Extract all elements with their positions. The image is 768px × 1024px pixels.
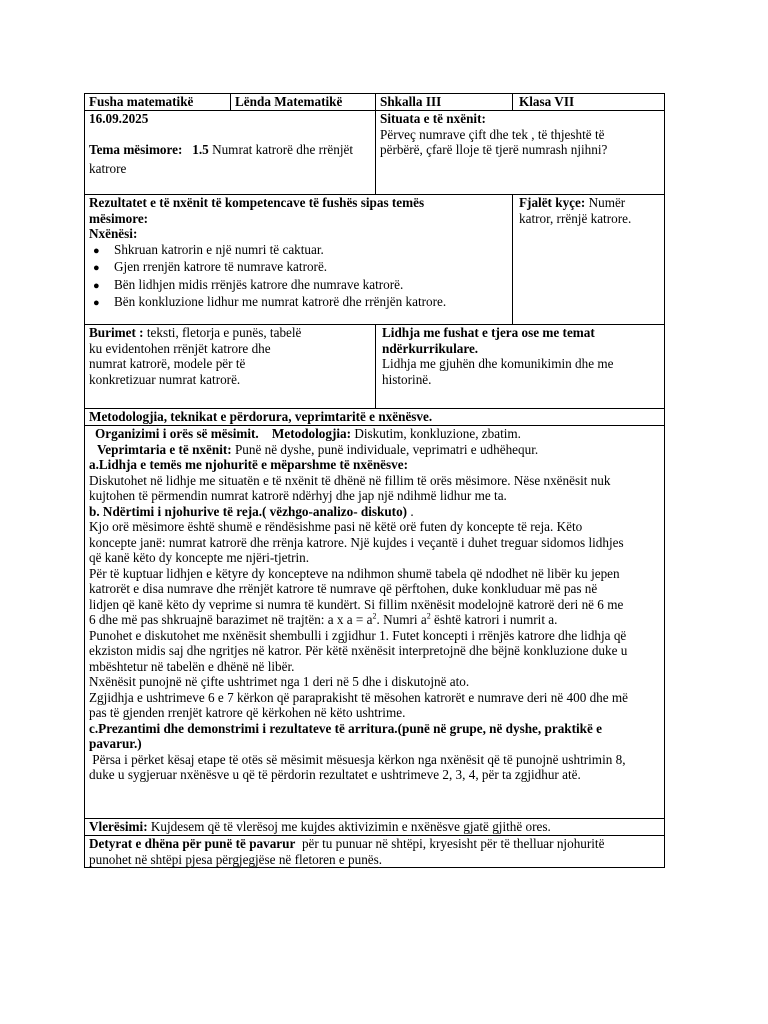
outcomes-heading-2: mësimore: [89,210,149,226]
homework-row [85,836,665,868]
resources-line-3: numrat katrorë, modele për të [89,356,246,371]
topic-label: Tema mësimore: [89,141,183,157]
outcomes-cell [85,195,513,325]
methodology-body-cell [85,426,665,819]
keywords-label: Fjalët kyçe: [519,195,586,210]
keywords-text-1: Numër [588,195,626,210]
paragraph-5: Zgjidhja e ushtrimeve 6 e 7 kërkon që paraprakisht të mësohen katrorët e numrave deri në 400 dhe më pas të gjenden rrenjët katrore që kërkohen në këto ushtrime. [89,689,629,720]
section-a-heading: a.Lidhja e temës me njohuritë e mëparshme të nxënësve: [89,457,408,472]
lesson-plan-document [84,93,664,868]
outcome-item: ● Bën lidhjen midis rrënjës katrore dhe numrave katrorë. [89,277,508,295]
section-c-text: Përsa i përket kësaj etape të otës së mësimit mësuesja kërkon nga nxënësit që të punojnë ushtrimin 8, duke u sygjeruar nxënësve u që të përdorin rezultatet e ushtrimeve 2, 3, 4, për ta zgjidhur atë. [89,751,626,782]
section-b-heading: b. Ndërtimi i njohurive të reja.( vëzhgo-analizo- diskuto) [89,503,408,519]
lesson-date: 16.09.2025 [89,111,149,126]
resources-label: Burimet : [89,325,144,340]
bullet-icon: ● [93,297,100,309]
bullet-icon: ● [93,262,100,274]
outcomes-row [85,195,665,325]
homework-label: Detyrat e dhëna për punë të pavarur [89,836,296,851]
evaluation-text: Kujdesem që të vlerësoj me kujdes aktivizimin e nxënësve gjatë gjithë ores. [150,819,551,834]
fusha-cell: Fusha matematikë [85,94,231,111]
bullet-icon: ● [93,279,100,292]
formula-line: 6 dhe më pas shkruajnë barazimet në trajtën: a x $a = a^2$. Numri $a^2$ është katrori i numrit a. [89,611,558,627]
outcomes-heading-1: Rezultatet e të nxënit të kompetencave të fushës sipas temës [89,195,425,210]
organization-label: Organizimi i orës së mësimit. [95,426,259,441]
links-cell [376,325,665,409]
outcomes-student-label: Nxënësi: [89,226,138,241]
section-c-heading: c.Prezantimi dhe demonstrimi i rezultateve të arritura.(punë në grupe, në dyshe, praktikë e pavarur.) [89,720,603,751]
situation-text-2: përbërë, çfarë lloje të tjerë numrash njihni? [380,142,608,157]
paragraph-3: Punohet e diskutohet me nxënësit shembulli i zgjidhur 1. Futet koncepti i rrënjës katrore dhe lidhja që ekziston midis saj dhe ngritjes në katror. Për këtë nxënësit interpretojnë dhe bëjnë konkluzione duke u mbështetur në tabelën e dhënë në libër. [89,627,628,674]
links-heading-2: ndërkurrikulare. [382,340,479,356]
topic-number: 1.5 [192,141,209,157]
lesson-topic [89,142,371,158]
methodology-body-row [85,426,665,819]
topic-title-line-2: katrore [89,161,127,176]
outcome-item: ● Gjen rrenjën katrore të numrave katrorë. [89,259,508,277]
organization-line [89,426,660,442]
keywords-text-2: katror, rrënjë katrore. [519,210,632,226]
klasa-cell: Klasa VII [513,94,665,111]
resources-row [85,325,665,409]
methodology-heading-row [85,409,665,426]
methodology-label: Metodologjia: [271,426,352,441]
resources-line-2: ku evidentohen rrënjët katrore dhe [89,340,271,356]
lesson-plan-table [84,93,665,868]
resources-line-1: teksti, fletorja e punës, tabelë [146,325,302,340]
lenda-cell: Lënda Matematikë [231,94,376,111]
paragraph-2: Për të kuptuar lidhjen e këtyre dy koncepteve na ndihmon shumë tabela që ndodhet në libër ku jepen katrorët e disa numrave dhe rrënjët katrore të numrave që përftohen, duke konkluduar më pas në lidjen që kanë këto dy veprime si numra të kundërt. Si fillim nxënësit modelojnë katrorë deri në 6 me 6 dhe më pas shkruajnë barazimet në trajtën: a x $a = a^2$. Numri $a^2$ është katrori i numrit a. [89,566,660,628]
links-heading-1: Lidhja me fushat e tjera ose me temat [382,325,595,340]
methodology-text: Diskutim, konkluzione, zbatim. [354,426,521,441]
shkalla-cell: Shkalla III [376,94,513,111]
resources-cell [85,325,376,409]
resources-line-4: konkretizuar numrat katrorë. [89,371,241,387]
keywords-cell [513,195,665,325]
activity-label: Veprimtaria e të nxënit: [97,441,232,457]
situation-text-1: Përveç numrave çift dhe tek , të thjeshtë të [380,126,605,142]
links-text: Lidhja me gjuhën dhe komunikimin dhe me historinë. [382,356,614,387]
homework-text-1: për tu punuar në shtëpi, kryesisht për të thelluar njohuritë [295,836,605,851]
outcome-item: ● Shkruan katrorin e një numri të caktuar. [89,242,508,260]
topic-row [85,111,665,195]
section-b-heading-line: b. Ndërtimi i njohurive të reja.( vëzhgo-analizo- diskuto) . [89,503,414,519]
activity-text: Punë në dyshe, punë individuale, veprimatri e udhëhequr. [234,441,539,457]
topic-cell [85,111,376,195]
evaluation-row [85,819,665,836]
homework-cell [85,836,665,868]
evaluation-cell [85,819,665,836]
header-row [85,94,665,111]
outcome-item: ● Bën konkluzione lidhur me numrat katrorë dhe rrënjën katrore. [89,294,508,312]
section-a-text-1: Diskutohet në lidhje me situatën e të nxënit të dhënë në fillim të orës mësimore. Nëse nxënësit nuk [89,472,611,488]
section-a-text-2: kujtohen të përmendin numrat katrorë ndërhyj dhe jap një ndihmë lidhur me ta. [89,488,507,503]
bullet-icon: ● [93,244,100,257]
activity-line [89,442,660,458]
paragraph-4: Nxënësit punojnë në çifte ushtrimet nga 1 deri në 5 dhe i diskutojnë ato. [89,674,470,689]
topic-title-line-1: Numrat katrorë dhe rrënjët [212,141,354,157]
situation-label: Situata e të nxënit: [380,111,486,126]
evaluation-label: Vlerësimi: [89,819,148,834]
situation-cell [376,111,665,195]
paragraph-1: Kjo orë mësimore është shumë e rëndësishme pasi në këtë orë futen dy koncepte të reja. Këto koncepte janë: numrat katrorë dhe rrënja katrore. Një kujdes i veçantë i duhet treguar sidomos lidhjes që kanë këto dy koncepte me njëri-tjetrin. [89,519,624,565]
methodology-heading: Metodologjia, teknikat e përdorura, veprimtaritë e nxënësve. [85,409,665,426]
homework-text-2: punohet në shtëpi pjesa përgjegjëse në fletoren e punës. [89,851,383,867]
